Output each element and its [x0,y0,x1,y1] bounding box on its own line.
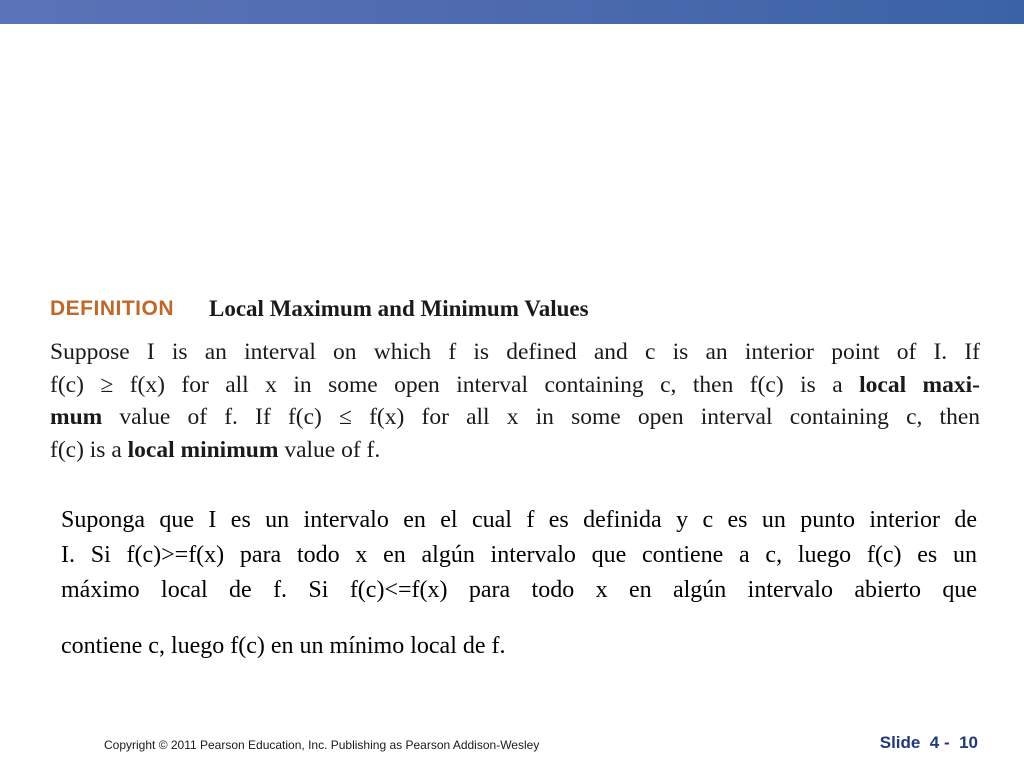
definition-local-maximum-term: local maxi- [859,371,980,398]
definition-label: DEFINITION [50,297,174,320]
definition-line-4-end: value of f. [284,436,381,463]
definition-local-minimum-term: local minimum [127,436,279,463]
definition-line-1: Suppose I is an interval on which f is defined and c is an interior point of I. If [50,339,980,365]
definition-line-2-text: f(c) ≥ f(x) for all x in some open interval containing c, then f(c) is a [50,371,843,398]
definition-line-4-start: f(c) is a [50,436,122,463]
copyright-text: Copyright © 2011 Pearson Education, Inc. Publishing as Pearson Addison-Wesley [104,738,540,752]
definition-line-2 [50,369,980,402]
definition-body [50,336,980,466]
spanish-line-1: Suponga que I es un intervalo en el cual f es definida y c es un punto interior de [61,507,977,533]
definition-line-4 [50,434,980,467]
definition-line-3-text: value of f. If f(c) ≤ f(x) for all x in some open interval containing c, then [119,404,981,430]
definition-line-3 [50,401,980,434]
top-banner [0,0,1024,24]
definition-mum-term: mum [50,404,103,430]
spanish-line-3: máximo local de f. Si f(c)<=f(x) para todo x en algún intervalo abierto que [61,577,977,603]
spanish-line-2: I. Si f(c)>=f(x) para todo x en algún intervalo que contiene a c, luego f(c) es un [61,542,977,568]
spanish-translation [61,503,977,664]
spanish-line-4: contiene c, luego f(c) en un mínimo local de f. [61,633,506,659]
definition-title: Local Maximum and Minimum Values [209,296,589,321]
slide-number: Slide 4 - 10 [879,733,978,752]
